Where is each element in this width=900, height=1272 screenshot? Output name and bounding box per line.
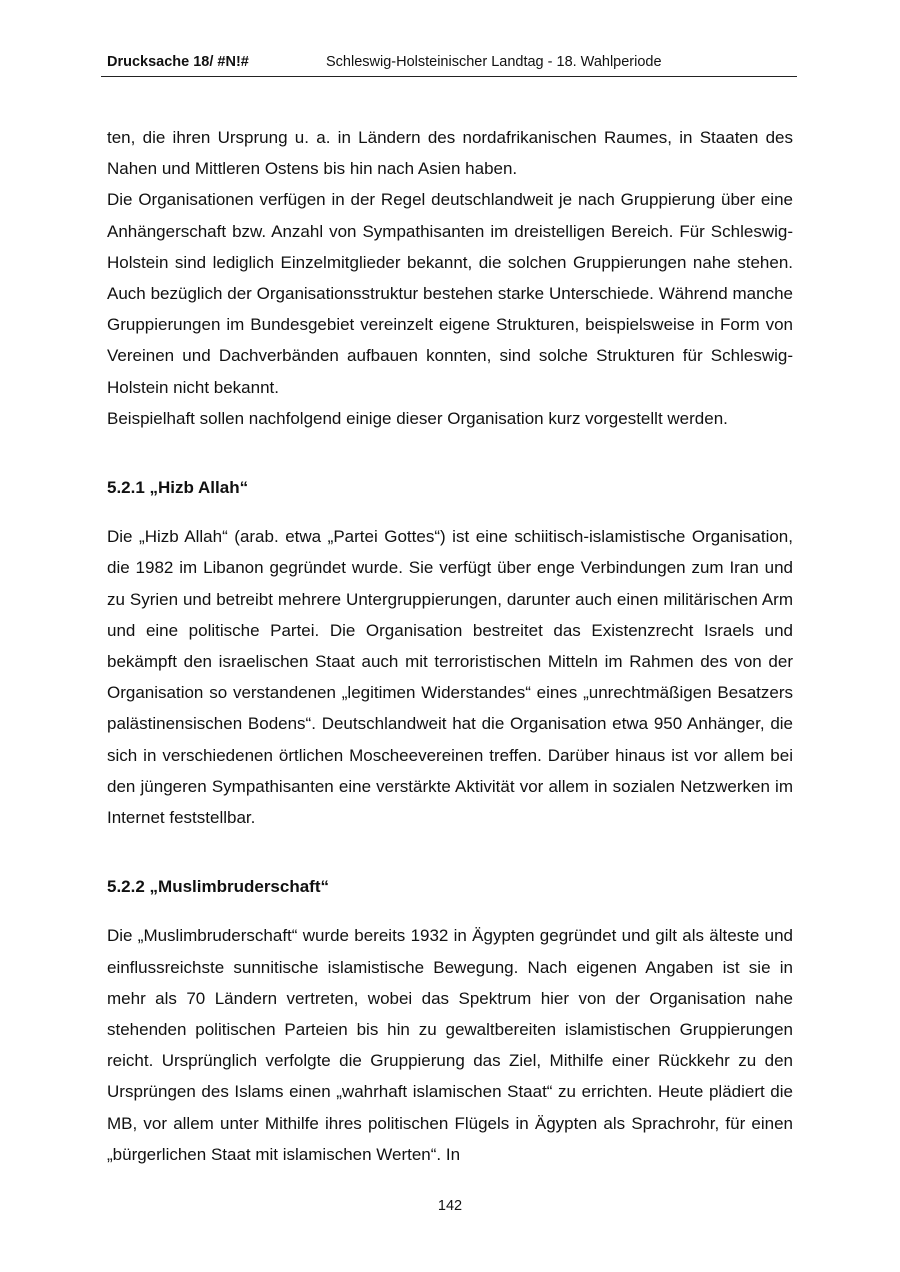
document-number: Drucksache 18/ #N!# (107, 54, 249, 70)
section-heading-hizb-allah: 5.2.1 „Hizb Allah“ (107, 478, 249, 498)
section-heading-muslimbruderschaft: 5.2.2 „Muslimbruderschaft“ (107, 877, 330, 897)
header-divider (101, 76, 797, 77)
page-header (101, 52, 797, 72)
document-body (107, 122, 793, 1170)
spacer (107, 434, 793, 472)
page-number: 142 (437, 1198, 463, 1214)
spacer (107, 833, 793, 871)
section-paragraph-muslimbruderschaft: Die „Muslimbruderschaft“ wurde bereits 1932 in Ägypten gegründet und gilt als älteste und einflussreichste sunnitische islamistische Bewegung. Nach eigenen Angaben ist sie in mehr als 70 Ländern vertreten, wobei das Spektrum hier von der Organisation nahe stehenden politischen Parteien bis hin zu gewaltbereiten islamistischen Gruppierungen reicht. Ursprünglich verfolgte die Gruppierung das Ziel, Mithilfe einer Rückkehr zu den Ursprüngen des Islams einen „wahrhaft islamischen Staat“ zu errichten. Heute plädiert die MB, vor allem unter Mithilfe ihres politischen Flügels in Ägypten als Sprachrohr, für einen „bürgerlichen Staat mit islamischen Werten“. In (107, 926, 793, 1164)
spacer (107, 503, 793, 521)
parliament-title: Schleswig-Holsteinischer Landtag - 18. Wahlperiode (326, 54, 662, 70)
spacer (107, 902, 793, 920)
intro-paragraph-3: Beispielhaft sollen nachfolgend einige dieser Organisation kurz vorgestellt werden. (107, 408, 728, 428)
intro-paragraph-2: Die Organisationen verfügen in der Regel deutschlandweit je nach Gruppierung über eine Anhängerschaft bzw. Anzahl von Sympathisanten im dreistelligen Bereich. Für Schleswig-Holstein sind lediglich Einzelmitglieder bekannt, die solchen Gruppierungen nahe stehen. Auch bezüglich der Organisationsstruktur bestehen starke Unterschiede. Während manche Gruppierungen im Bundesgebiet vereinzelt eigene Strukturen, beispielsweise in Form von Vereinen und Dachverbänden aufbauen konnten, sind solche Strukturen für Schleswig-Holstein nicht bekannt. (107, 190, 793, 397)
intro-paragraph-1: ten, die ihren Ursprung u. a. in Ländern des nordafrikanischen Raumes, in Staaten des Nahen und Mittleren Ostens bis hin nach Asien haben. (107, 128, 793, 179)
section-paragraph-hizb-allah: Die „Hizb Allah“ (arab. etwa „Partei Gottes“) ist eine schiitisch-islamistische Organisation, die 1982 im Libanon gegründet wurde. Sie verfügt über enge Verbindungen zum Iran und zu Syrien und betreibt mehrere Untergruppierungen, darunter auch einen militärischen Arm und eine politische Partei. Die Organisation bestreitet das Existenzrecht Israels und bekämpft den israelischen Staat auch mit terroristischen Mitteln im Rahmen des von der Organisation so verstandenen „legitimen Widerstandes“ eines „unrechtmäßigen Besatzers palästinensischen Bodens“. Deutschlandweit hat die Organisation etwa 950 Anhänger, die sich in verschiedenen örtlichen Moscheevereinen treffen. Darüber hinaus ist vor allem bei den jüngeren Sympathisanten eine verstärkte Aktivität vor allem in sozialen Netzwerken im Internet feststellbar. (107, 527, 793, 828)
